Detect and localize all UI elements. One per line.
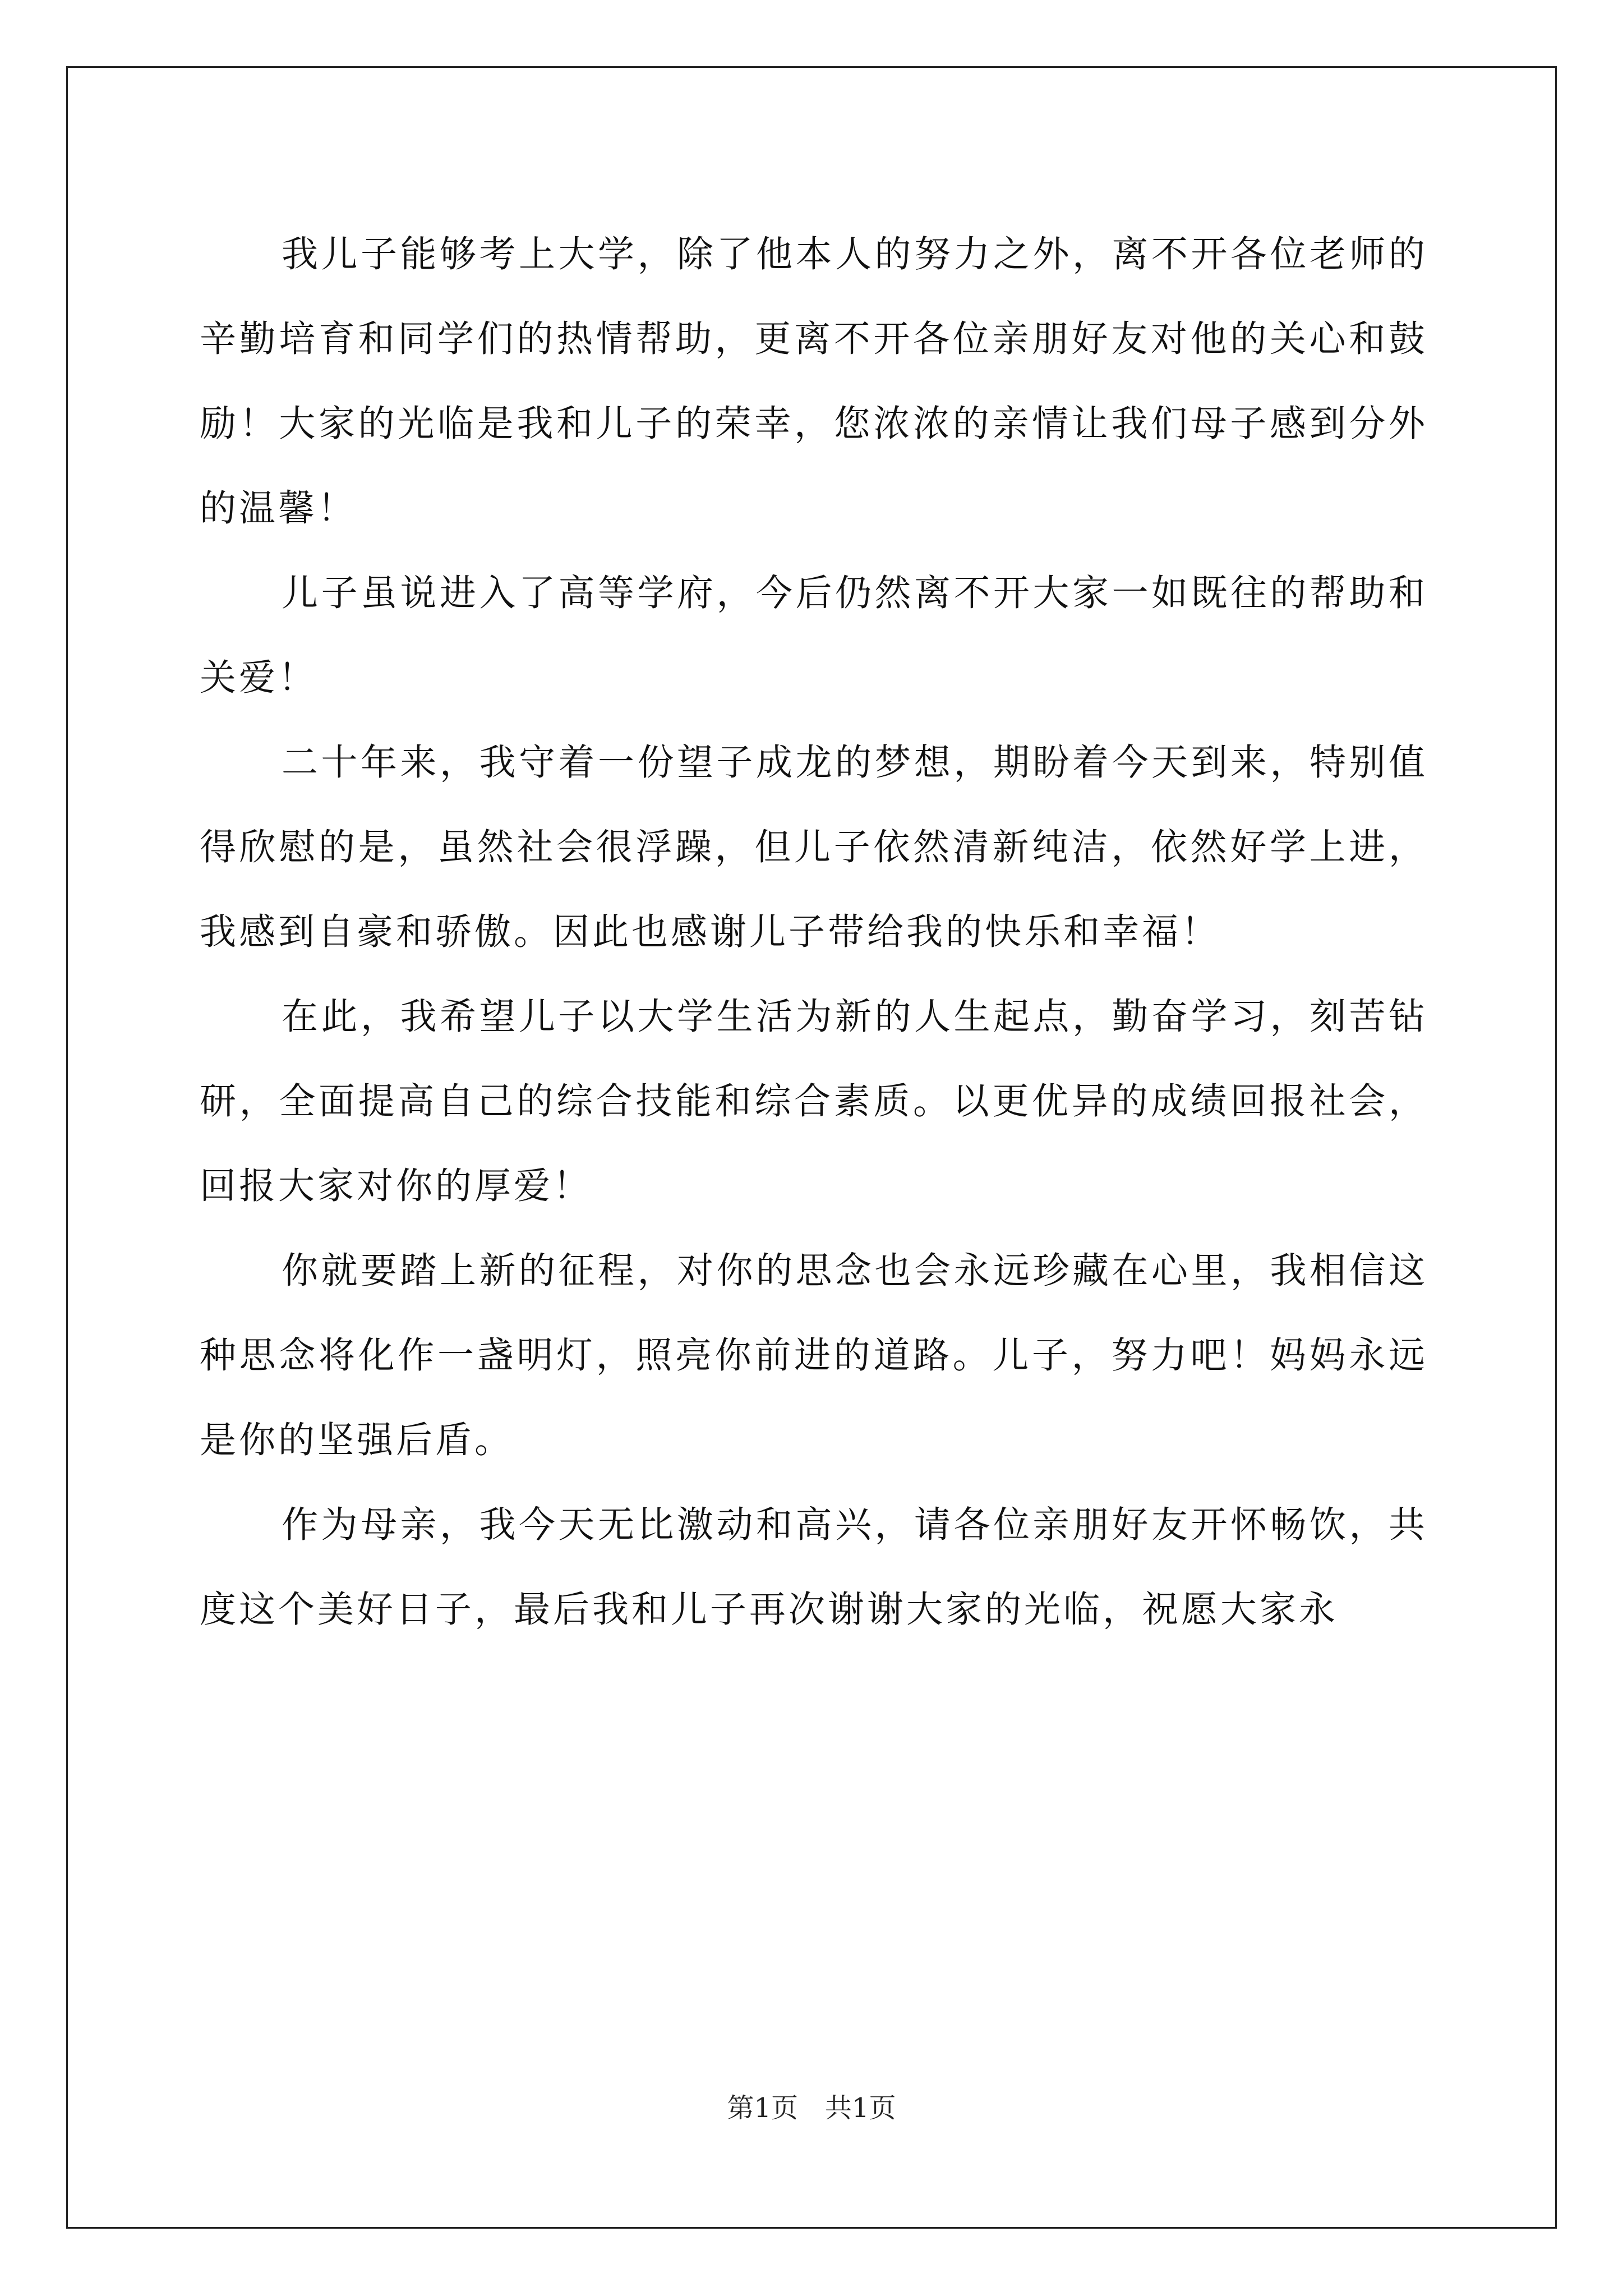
paragraph: 作为母亲，我今天无比激动和高兴，请各位亲朋好友开怀畅饮，共度这个美好日子，最后我和儿子再次谢谢大家的光临，祝愿大家永: [200, 1504, 1428, 1631]
paragraph: 二十年来，我守着一份望子成龙的梦想，期盼着今天到来，特别值得欣慰的是，虽然社会很浮躁，但儿子依然清新纯洁，依然好学上进，我感到自豪和骄傲。因此也感谢儿子带给我的快乐和幸福！: [200, 742, 1428, 953]
document-body: [200, 212, 1428, 1652]
paragraph: 儿子虽说进入了高等学府，今后仍然离不开大家一如既往的帮助和关爱！: [200, 572, 1428, 699]
paragraph: 在此，我希望儿子以大学生活为新的人生起点，勤奋学习，刻苦钻研，全面提高自己的综合技能和综合素质。以更优异的成绩回报社会，回报大家对你的厚爱！: [200, 996, 1428, 1207]
page-footer: [0, 2091, 1623, 2125]
page-number: 第1页: [727, 2092, 798, 2124]
page-total: 共1页: [825, 2092, 896, 2124]
paragraph: 我儿子能够考上大学，除了他本人的努力之外，离不开各位老师的辛勤培育和同学们的热情帮助，更离不开各位亲朋好友对他的关心和鼓励！大家的光临是我和儿子的荣幸，您浓浓的亲情让我们母子感到分外的温馨！: [200, 233, 1428, 530]
paragraph: 你就要踏上新的征程，对你的思念也会永远珍藏在心里，我相信这种思念将化作一盏明灯，照亮你前进的道路。儿子，努力吧！妈妈永远是你的坚强后盾。: [200, 1250, 1428, 1461]
